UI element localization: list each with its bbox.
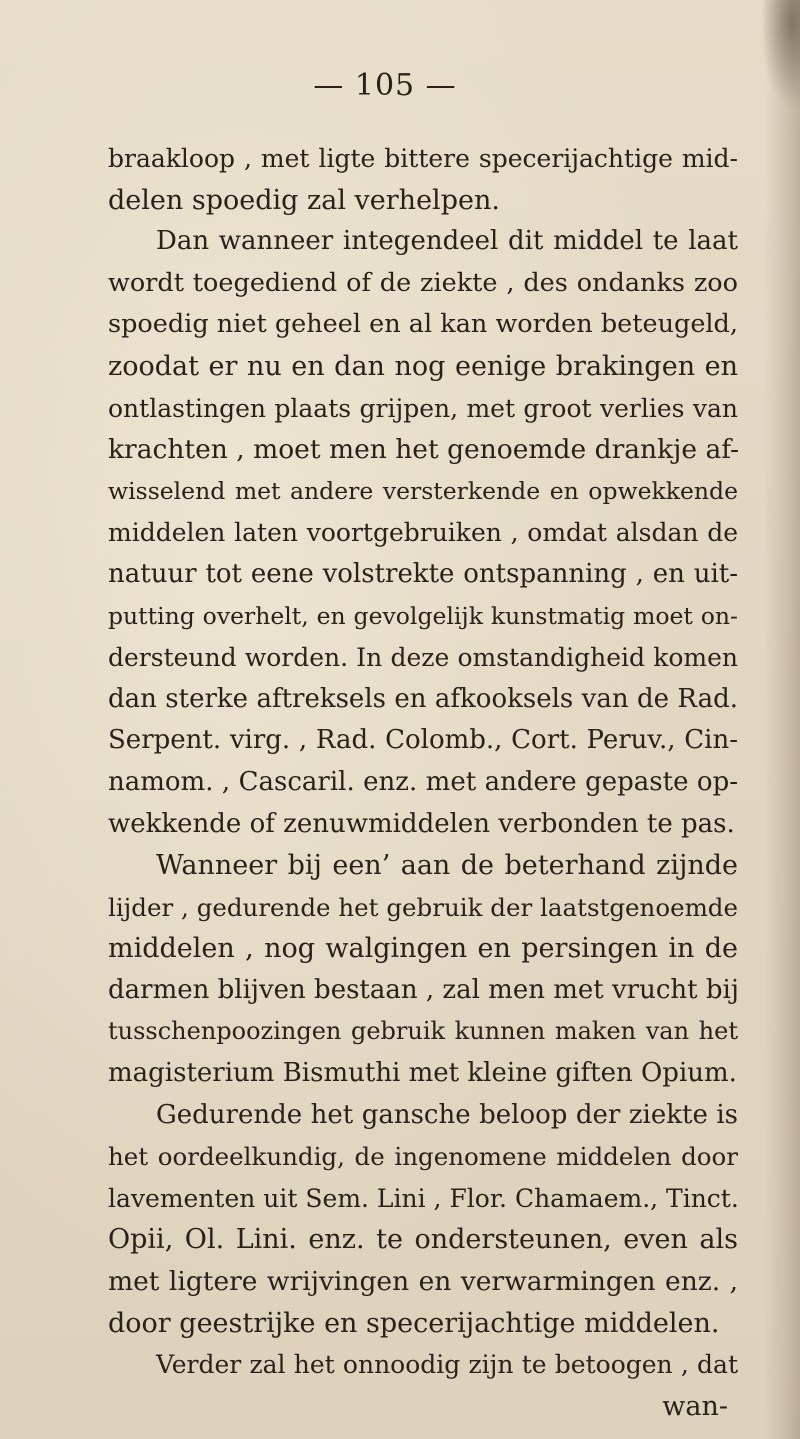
- text-line: dersteund worden. In deze omstandigheid komen: [108, 643, 738, 673]
- page-number-header: — 105 —: [313, 68, 457, 103]
- text-line: natuur tot eene volstrekte ontspanning , en uit-: [108, 558, 738, 589]
- text-line: middelen , nog walgingen en persingen in de: [108, 933, 738, 965]
- text-line: het oordeelkundig, de ingenomene middelen door: [108, 1142, 738, 1172]
- text-line: tusschenpoozingen gebruik kunnen maken van het: [108, 1017, 738, 1046]
- text-line: namom. , Cascaril. enz. met andere gepaste op-: [108, 766, 738, 797]
- text-line: middelen laten voortgebruiken , omdat alsdan de: [108, 518, 738, 548]
- body-text: [108, 138, 738, 1427]
- text-line: ontlastingen plaats grijpen, met groot verlies van: [108, 393, 738, 423]
- text-line: wordt toegediend of de ziekte , des ondanks zoo: [108, 267, 738, 298]
- text-line: zoodat er nu en dan nog eenige brakingen en: [108, 350, 738, 382]
- text-line: delen spoedig zal verhelpen.: [108, 184, 500, 216]
- text-line: Verder zal het onnoodig zijn te betoogen , dat: [156, 1350, 738, 1380]
- text-line: Serpent. virg. , Rad. Colomb., Cort. Peruv., Cin-: [108, 725, 738, 756]
- text-line: darmen blijven bestaan , zal men met vrucht bij: [108, 974, 739, 1005]
- text-line: spoedig niet geheel en al kan worden beteugeld,: [108, 309, 738, 340]
- text-line: wekkende of zenuwmiddelen verbonden te pas.: [108, 808, 735, 839]
- text-line: magisterium Bismuthi met kleine giften Opium.: [108, 1058, 737, 1089]
- text-line: braakloop , met ligte bittere specerijachtige mid-: [108, 144, 738, 173]
- catchword: wan-: [662, 1390, 728, 1422]
- text-line: Gedurende het gansche beloop der ziekte is: [156, 1099, 738, 1130]
- text-line: putting overhelt, en gevolgelijk kunstmatig moet on-: [108, 601, 738, 630]
- text-line: lavementen uit Sem. Lini , Flor. Chamaem., Tinct.: [108, 1183, 739, 1213]
- text-line: krachten , moet men het genoemde drankje af-: [108, 434, 740, 466]
- page-edge-shadow: [764, 0, 800, 1439]
- text-line: Wanneer bij een’ aan de beterhand zijnde: [156, 850, 738, 882]
- text-line: door geestrijke en specerijachtige middelen.: [108, 1307, 720, 1339]
- text-line: Dan wanneer integendeel dit middel te laat: [156, 226, 738, 257]
- text-line: wisselend met andere versterkende en opwekkende: [108, 476, 738, 505]
- text-line: met ligtere wrijvingen en verwarmingen enz. ,: [108, 1266, 738, 1298]
- text-line: Opii, Ol. Lini. enz. te ondersteunen, even als: [108, 1224, 738, 1256]
- text-line: dan sterke aftreksels en afkooksels van de Rad.: [108, 683, 738, 714]
- text-line: lijder , gedurende het gebruik der laatstgenoemde: [108, 892, 738, 922]
